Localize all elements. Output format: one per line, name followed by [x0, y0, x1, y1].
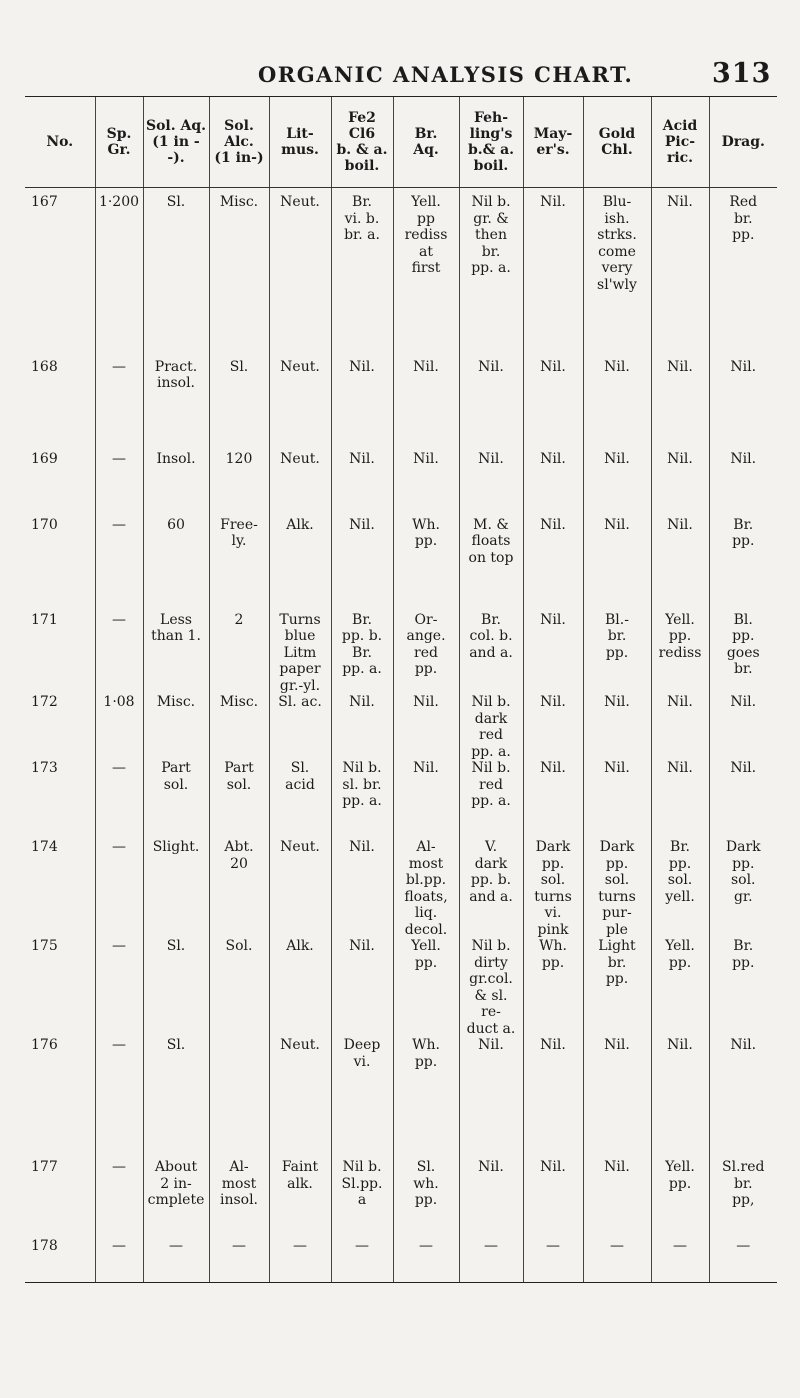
cell-mayers: Nil.	[523, 694, 583, 760]
cell-sol-alc: 2	[209, 612, 269, 695]
cell-acid-picric: —	[651, 1238, 709, 1282]
cell-mayers: Nil.	[523, 451, 583, 517]
cell-sol-aq: Sl.	[143, 188, 209, 359]
cell-litmus: Alk.	[269, 938, 331, 1037]
cell-litmus: Neut.	[269, 1037, 331, 1159]
cell-fehlings: Nil b. red pp. a.	[459, 760, 523, 839]
col-header-sol-aq: Sol. Aq. (1 in --).	[143, 97, 209, 188]
cell-gold-chl: Blu- ish. strks. come very sl'wly	[583, 188, 651, 359]
cell-br-aq: Yell. pp.	[393, 938, 459, 1037]
cell-fe2cl6: Nil b. Sl.pp. a	[331, 1159, 393, 1238]
cell-fehlings: Nil.	[459, 451, 523, 517]
cell-sol-alc: Free- ly.	[209, 517, 269, 612]
cell-gold-chl: Nil.	[583, 517, 651, 612]
cell-sp-gr: —	[95, 451, 143, 517]
cell-no: 173	[31, 760, 58, 776]
cell-acid-picric: Yell. pp.	[651, 1159, 709, 1238]
col-header-gold-chl: Gold Chl.	[583, 97, 651, 188]
cell-drag: Nil.	[709, 760, 777, 839]
cell-drag: Dark pp. sol. gr.	[709, 839, 777, 938]
cell-litmus: Alk.	[269, 517, 331, 612]
cell-litmus: Sl. acid	[269, 760, 331, 839]
col-header-mayers: May- er's.	[523, 97, 583, 188]
cell-br-aq: Sl. wh. pp.	[393, 1159, 459, 1238]
cell-fehlings: Nil b. dark red pp. a.	[459, 694, 523, 760]
table-row	[25, 1238, 777, 1282]
col-header-sol-alc: Sol. Alc. (1 in-)	[209, 97, 269, 188]
cell-sol-alc: Misc.	[209, 188, 269, 359]
cell-sol-aq: —	[143, 1238, 209, 1282]
running-head	[0, 58, 800, 96]
cell-sp-gr: —	[95, 839, 143, 938]
cell-fehlings: Nil.	[459, 1037, 523, 1159]
cell-acid-picric: Nil.	[651, 517, 709, 612]
cell-mayers: Nil.	[523, 359, 583, 451]
cell-fe2cl6: Nil.	[331, 694, 393, 760]
cell-fehlings: Nil.	[459, 359, 523, 451]
cell-sp-gr: —	[95, 938, 143, 1037]
cell-fe2cl6: Br. pp. b. Br. pp. a.	[331, 612, 393, 695]
cell-fe2cl6: —	[331, 1238, 393, 1282]
cell-litmus: Neut.	[269, 359, 331, 451]
cell-acid-picric: Nil.	[651, 694, 709, 760]
cell-fehlings: Nil b. dirty gr.col. & sl. re- duct a.	[459, 938, 523, 1037]
cell-fehlings: —	[459, 1238, 523, 1282]
cell-drag: Nil.	[709, 1037, 777, 1159]
col-header-fe2cl6: Fe2 Cl6 b. & a. boil.	[331, 97, 393, 188]
analysis-chart	[25, 96, 777, 1283]
cell-gold-chl: Nil.	[583, 1037, 651, 1159]
cell-br-aq: Nil.	[393, 451, 459, 517]
cell-sp-gr: —	[95, 359, 143, 451]
table-row	[25, 938, 777, 1037]
page-title: ORGANIC ANALYSIS CHART.	[258, 62, 634, 87]
table-row	[25, 694, 777, 760]
cell-gold-chl: Nil.	[583, 760, 651, 839]
cell-acid-picric: Yell. pp.	[651, 938, 709, 1037]
cell-fe2cl6: Nil.	[331, 359, 393, 451]
cell-br-aq: Yell. pp rediss at first	[393, 188, 459, 359]
cell-acid-picric: Nil.	[651, 760, 709, 839]
table-row	[25, 359, 777, 451]
page-number: 313	[712, 58, 772, 89]
cell-mayers: Wh. pp.	[523, 938, 583, 1037]
cell-sol-aq: About 2 in- cmplete	[143, 1159, 209, 1238]
cell-mayers: Nil.	[523, 760, 583, 839]
table-row	[25, 517, 777, 612]
cell-no: 178	[31, 1238, 58, 1254]
cell-gold-chl: Bl.- br. pp.	[583, 612, 651, 695]
cell-gold-chl: Nil.	[583, 694, 651, 760]
cell-no: 175	[31, 938, 58, 954]
cell-sol-aq: Less than 1.	[143, 612, 209, 695]
cell-sol-alc: Part sol.	[209, 760, 269, 839]
cell-no: 170	[31, 516, 58, 533]
cell-drag: Nil.	[709, 359, 777, 451]
cell-sol-alc: Misc.	[209, 694, 269, 760]
cell-acid-picric: Yell. pp. rediss	[651, 612, 709, 695]
cell-mayers: Nil.	[523, 612, 583, 695]
cell-br-aq: Nil.	[393, 694, 459, 760]
cell-sol-aq: Pract. insol.	[143, 359, 209, 451]
cell-sp-gr: —	[95, 760, 143, 839]
col-header-acid-picric: Acid Pic- ric.	[651, 97, 709, 188]
cell-sol-aq: Slight.	[143, 839, 209, 938]
cell-fe2cl6: Nil.	[331, 839, 393, 938]
cell-mayers: Dark pp. sol. turns vi. pink	[523, 839, 583, 938]
col-header-drag: Drag.	[709, 97, 777, 188]
cell-gold-chl: Nil.	[583, 1159, 651, 1238]
cell-fe2cl6: Br. vi. b. br. a.	[331, 188, 393, 359]
table-row	[25, 839, 777, 938]
cell-acid-picric: Nil.	[651, 359, 709, 451]
cell-mayers: Nil.	[523, 1159, 583, 1238]
cell-br-aq: Wh. pp.	[393, 1037, 459, 1159]
cell-mayers: —	[523, 1238, 583, 1282]
table-row	[25, 612, 777, 695]
cell-acid-picric: Nil.	[651, 451, 709, 517]
cell-drag: Bl. pp. goes br.	[709, 612, 777, 695]
cell-br-aq: Al- most bl.pp. floats, liq. decol.	[393, 839, 459, 938]
cell-sp-gr: —	[95, 517, 143, 612]
cell-sol-aq: Sl.	[143, 938, 209, 1037]
cell-litmus: Sl. ac.	[269, 694, 331, 760]
cell-sol-alc: Al- most insol.	[209, 1159, 269, 1238]
cell-sol-aq: Sl.	[143, 1037, 209, 1159]
cell-no: 172	[31, 694, 58, 710]
cell-br-aq: —	[393, 1238, 459, 1282]
cell-sp-gr: —	[95, 612, 143, 695]
table-row	[25, 188, 777, 359]
cell-sol-aq: 60	[143, 517, 209, 612]
cell-sp-gr: —	[95, 1159, 143, 1238]
cell-sol-alc: Sol.	[209, 938, 269, 1037]
cell-no: 174	[31, 839, 58, 855]
cell-litmus: Neut.	[269, 188, 331, 359]
table-row	[25, 760, 777, 839]
cell-fehlings: Br. col. b. and a.	[459, 612, 523, 695]
cell-fehlings: Nil.	[459, 1159, 523, 1238]
cell-mayers: Nil.	[523, 517, 583, 612]
col-header-litmus: Lit- mus.	[269, 97, 331, 188]
cell-acid-picric: Nil.	[651, 1037, 709, 1159]
col-header-sp-gr: Sp. Gr.	[95, 97, 143, 188]
cell-drag: Sl.red br. pp,	[709, 1159, 777, 1238]
col-header-fehlings: Feh- ling's b.& a. boil.	[459, 97, 523, 188]
cell-litmus: Neut.	[269, 839, 331, 938]
table-row	[25, 451, 777, 517]
table-row	[25, 1159, 777, 1238]
cell-fe2cl6: Nil.	[331, 938, 393, 1037]
cell-sp-gr: 1·08	[95, 694, 143, 760]
cell-no: 177	[31, 1159, 58, 1175]
cell-fehlings: V. dark pp. b. and a.	[459, 839, 523, 938]
cell-drag: —	[709, 1238, 777, 1282]
cell-no: 169	[31, 450, 58, 467]
cell-mayers: Nil.	[523, 1037, 583, 1159]
cell-br-aq: Nil.	[393, 359, 459, 451]
cell-no: 171	[31, 611, 58, 628]
header-row	[25, 97, 777, 188]
cell-sol-aq: Part sol.	[143, 760, 209, 839]
cell-fehlings: Nil b. gr. & then br. pp. a.	[459, 188, 523, 359]
cell-sol-aq: Insol.	[143, 451, 209, 517]
cell-drag: Red br. pp.	[709, 188, 777, 359]
col-header-no: No.	[25, 97, 95, 188]
table-row	[25, 1037, 777, 1159]
cell-fe2cl6: Nil b. sl. br. pp. a.	[331, 760, 393, 839]
cell-sp-gr: —	[95, 1037, 143, 1159]
cell-no: 168	[31, 358, 58, 375]
cell-mayers: Nil.	[523, 188, 583, 359]
cell-acid-picric: Br. pp. sol. yell.	[651, 839, 709, 938]
cell-litmus: Neut.	[269, 451, 331, 517]
cell-sol-alc: Abt. 20	[209, 839, 269, 938]
cell-sol-aq: Misc.	[143, 694, 209, 760]
cell-sol-alc: Sl.	[209, 359, 269, 451]
cell-fe2cl6: Nil.	[331, 451, 393, 517]
cell-litmus: Turns blue Litm paper gr.-yl.	[269, 612, 331, 695]
cell-sp-gr: —	[95, 1238, 143, 1282]
cell-sol-alc: —	[209, 1238, 269, 1282]
analysis-table	[25, 97, 777, 1282]
cell-fehlings: M. & floats on top	[459, 517, 523, 612]
cell-sol-alc: 120	[209, 451, 269, 517]
cell-sol-alc	[209, 1037, 269, 1159]
cell-gold-chl: —	[583, 1238, 651, 1282]
cell-sp-gr: 1·200	[95, 188, 143, 359]
cell-gold-chl: Nil.	[583, 451, 651, 517]
cell-acid-picric: Nil.	[651, 188, 709, 359]
cell-no: 176	[31, 1037, 58, 1053]
cell-br-aq: Wh. pp.	[393, 517, 459, 612]
cell-drag: Nil.	[709, 451, 777, 517]
cell-drag: Br. pp.	[709, 517, 777, 612]
chart-body	[25, 188, 777, 1283]
cell-fe2cl6: Deep vi.	[331, 1037, 393, 1159]
cell-gold-chl: Light br. pp.	[583, 938, 651, 1037]
cell-litmus: Faint alk.	[269, 1159, 331, 1238]
cell-litmus: —	[269, 1238, 331, 1282]
cell-fe2cl6: Nil.	[331, 517, 393, 612]
cell-drag: Br. pp.	[709, 938, 777, 1037]
cell-br-aq: Nil.	[393, 760, 459, 839]
cell-drag: Nil.	[709, 694, 777, 760]
cell-br-aq: Or- ange. red pp.	[393, 612, 459, 695]
col-header-br-aq: Br. Aq.	[393, 97, 459, 188]
cell-gold-chl: Dark pp. sol. turns pur- ple	[583, 839, 651, 938]
cell-no: 167	[31, 194, 58, 210]
cell-gold-chl: Nil.	[583, 359, 651, 451]
